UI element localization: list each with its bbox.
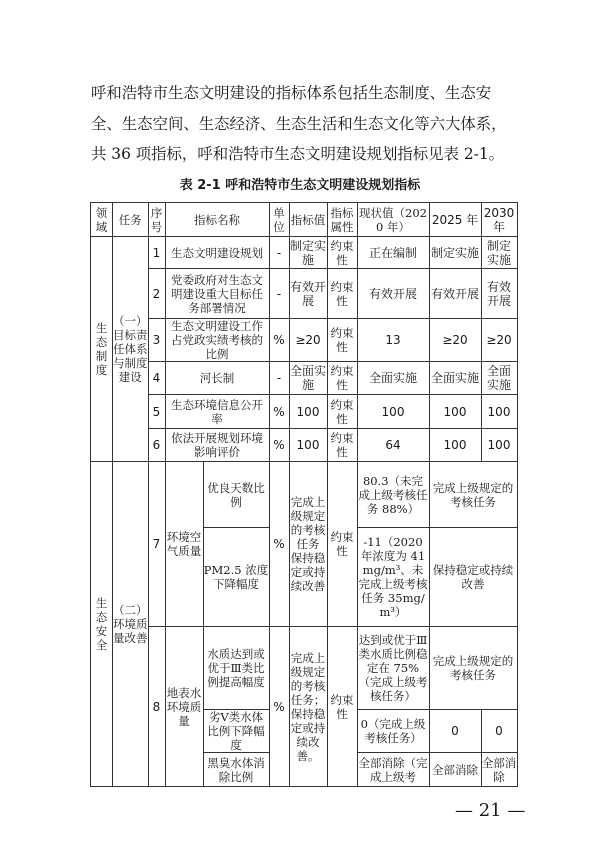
seq-cell: 1 — [148, 237, 165, 269]
header-unit: 单位 — [269, 203, 289, 237]
unit-cell: - — [269, 362, 289, 395]
attr-cell: 约束性 — [327, 395, 357, 429]
value-cell: 有效开展 — [289, 269, 327, 319]
table-header-row — [91, 203, 518, 237]
seq-cell: 3 — [148, 319, 165, 362]
target-cell: 保持稳定或持续改善 — [429, 528, 517, 627]
table-row — [91, 237, 518, 269]
table-row — [91, 269, 518, 319]
subname-cell: PM2.5 浓度下降幅度 — [203, 528, 269, 627]
y2030-cell: 100 — [481, 429, 517, 462]
task-cell: （二）环境质量改善 — [113, 462, 149, 787]
y2030-cell: ≥20 — [481, 319, 517, 362]
unit-cell: % — [269, 627, 289, 787]
name-cell: 河长制 — [165, 362, 269, 395]
header-domain: 领域 — [91, 203, 113, 237]
header-name: 指标名称 — [165, 203, 269, 237]
y2025-cell: 有效开展 — [429, 269, 481, 319]
value-cell: 完成上级规定的考核任务；保持稳定或持续改善。 — [289, 627, 327, 787]
header-seq: 序号 — [148, 203, 165, 237]
header-task: 任务 — [113, 203, 149, 237]
table-caption: 表 2-1 呼和浩特市生态文明建设规划指标 — [179, 178, 421, 193]
name-cell: 依法开展规划环境影响评价 — [165, 429, 269, 462]
current-cell: 13 — [357, 319, 429, 362]
unit-cell: % — [269, 429, 289, 462]
header-2030: 2030 年 — [481, 203, 517, 237]
y2030-cell: 有效开展 — [481, 269, 517, 319]
indicator-table — [90, 202, 518, 787]
header-2025: 2025 年 — [429, 203, 481, 237]
y2030-cell: 制定实施 — [481, 237, 517, 269]
table-row — [91, 462, 518, 528]
table-row — [91, 429, 518, 462]
y2025-cell: 0 — [429, 710, 481, 753]
value-cell: 全面实施 — [289, 362, 327, 395]
name-cell: 生态文明建设工作占党政实绩考核的比例 — [165, 319, 269, 362]
paragraph-line: 共 36 项指标，呼和浩特市生态文明建设规划指标见表 2-1。 — [91, 145, 505, 163]
attr-cell: 约束性 — [327, 237, 357, 269]
current-cell: 100 — [357, 395, 429, 429]
current-cell: 0（完成上级考核任务） — [357, 710, 429, 753]
attr-cell: 约束性 — [327, 462, 357, 627]
domain-cell: 生态安全 — [91, 462, 113, 787]
value-cell: 制定实施 — [289, 238, 326, 267]
y2025-cell: 全面实施 — [429, 362, 481, 395]
attr-cell: 约束性 — [327, 362, 357, 395]
y2025-cell: ≥20 — [429, 319, 481, 362]
header-attr: 指标属性 — [327, 203, 357, 237]
header-value: 指标值 — [289, 203, 327, 237]
unit-cell: % — [269, 395, 289, 429]
table-row — [91, 319, 518, 362]
attr-cell: 约束性 — [327, 319, 357, 362]
name-cell: 地表水环境质量 — [165, 627, 203, 787]
unit-cell: % — [269, 319, 289, 362]
attr-cell: 约束性 — [327, 429, 357, 462]
page-number: — 21 — — [455, 800, 526, 821]
intro-paragraph — [91, 78, 513, 170]
current-cell: 80.3（未完成上级考核任务 88%） — [357, 462, 429, 528]
subname-cell: 优良天数比例 — [203, 462, 269, 528]
y2030-cell: 0 — [481, 710, 517, 753]
seq-cell: 5 — [148, 395, 165, 429]
current-cell: 全面实施 — [357, 362, 429, 395]
y2025-cell: 100 — [429, 395, 481, 429]
task-cell: （一）目标责任体系与制度建设 — [113, 237, 149, 462]
subname-cell: 黑臭水体消除比例 — [203, 753, 269, 787]
seq-cell: 6 — [148, 429, 165, 462]
y2025-cell: 制定实施 — [429, 237, 481, 269]
value-cell: ≥20 — [289, 319, 327, 362]
current-cell: 达到或优于Ⅲ类水质比例稳定在 75%（完成上级考核任务） — [357, 627, 429, 710]
seq-cell: 8 — [148, 627, 165, 787]
current-cell: 有效开展 — [357, 269, 429, 319]
current-cell: 全部消除（完成上级考 — [357, 753, 429, 787]
name-cell: 生态环境信息公开率 — [165, 395, 269, 429]
seq-cell: 2 — [148, 269, 165, 319]
y2030-cell: 100 — [481, 395, 517, 429]
subname-cell: 水质达到或优于Ⅲ类比例提高幅度 — [203, 627, 269, 710]
unit-cell: % — [269, 462, 289, 627]
table-row — [91, 362, 518, 395]
unit-cell: - — [269, 269, 289, 319]
attr-cell: 约束性 — [327, 627, 357, 787]
value-cell: 100 — [289, 429, 327, 462]
domain-cell: 生态制度 — [91, 237, 113, 462]
y2025-cell: 全部消除 — [429, 753, 481, 787]
name-cell: 环境空气质量 — [165, 462, 203, 627]
table-row — [91, 395, 518, 429]
current-cell: 正在编制 — [357, 237, 429, 269]
y2025-cell: 100 — [429, 429, 481, 462]
name-cell: 党委政府对生态文明建设重大目标任务部署情况 — [165, 269, 269, 319]
header-current: 现状值（2020 年） — [357, 203, 429, 237]
paragraph-line: 呼和浩特市生态文明建设的指标体系包括生态制度、生态安 — [91, 84, 492, 102]
subname-cell: 劣Ⅴ类水体比例下降幅度 — [203, 710, 269, 753]
seq-cell: 4 — [148, 362, 165, 395]
name-cell: 生态文明建设规划 — [165, 237, 269, 269]
seq-cell: 7 — [148, 462, 165, 627]
current-cell: 64 — [357, 429, 429, 462]
value-cell: 完成上级规定的考核任务 保持稳定或持续改善 — [289, 462, 327, 627]
paragraph-line: 全、生态空间、生态经济、生态生活和生态文化等六大体系， — [91, 114, 507, 133]
unit-cell: - — [269, 237, 289, 269]
y2030-cell: 全面实施 — [481, 362, 517, 395]
value-cell: 100 — [289, 395, 327, 429]
table-row — [91, 627, 518, 710]
target-cell: 完成上级规定的考核任务 — [429, 462, 517, 528]
attr-cell: 约束性 — [327, 269, 357, 319]
target-cell: 完成上级规定的考核任务 — [429, 627, 517, 710]
y2030-cell: 全部消除 — [481, 753, 517, 787]
current-cell: -11（2020 年浓度为 41mg/m³、未完成上级考核任务 35mg/m³） — [357, 528, 429, 627]
